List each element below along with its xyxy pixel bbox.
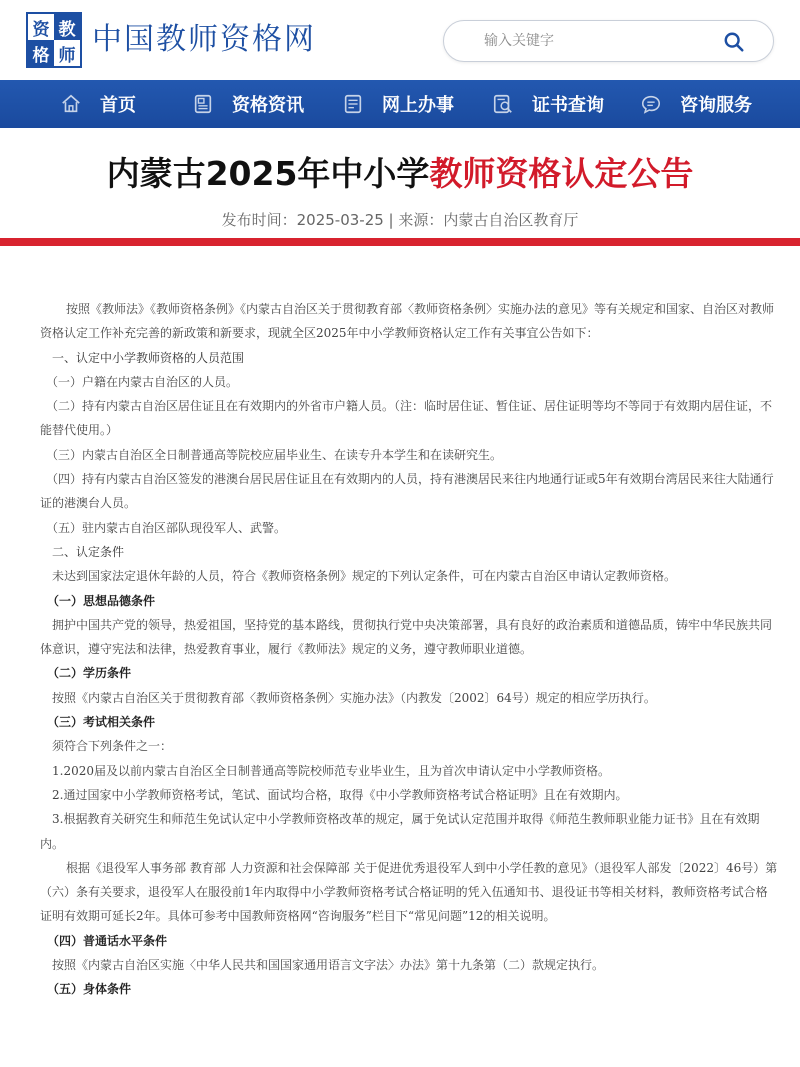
paragraph: 未达到国家法定退休年龄的人员，符合《教师资格条例》规定的下列认定条件，可在内蒙古自治区申请认定教师资格。 <box>40 569 677 584</box>
paragraph: （三）内蒙古自治区全日制普通高等院校应届毕业生、在读专升本学生和在读研究生。 <box>40 447 503 462</box>
main-nav <box>0 80 800 128</box>
paragraph: 按照《内蒙古自治区实施〈中华人民共和国国家通用语言文字法〉办法》第十九条第（二）款规定执行。 <box>40 958 605 973</box>
paragraph: 3.根据教育关研究生和师范生免试认定中小学教师资格改革的规定，属于免试认定范围并取得《师范生教师职业能力证书》且在有效期内。 <box>40 812 760 851</box>
nav-item-home[interactable] <box>60 80 136 128</box>
chat-icon <box>640 93 662 115</box>
form-icon <box>342 93 364 115</box>
paragraph: （一）户籍在内蒙古自治区的人员。 <box>40 374 239 389</box>
section-heading: 一、认定中小学教师资格的人员范围 <box>40 350 245 365</box>
paragraph: 2.通过国家中小学教师资格考试，笔试、面试均合格，取得《中小学教师资格考试合格证明》且在有效期内。 <box>40 787 628 802</box>
nav-item-certificate-query[interactable] <box>492 80 604 128</box>
section-heading: （一）思想品德条件 <box>47 593 156 608</box>
nav-item-label: 首页 <box>100 95 136 116</box>
nav-item-online-service[interactable] <box>342 80 454 128</box>
section-heading: （四）普通话水平条件 <box>47 933 168 948</box>
paragraph: 根据《退役军人事务部 教育部 人力资源和社会保障部 关于促进优秀退役军人到中小学任教的意见》（退役军人部发〔2022〕46号）第（六）条有关要求，退役军人在服役前1年内取得中小学教师资格考试合格证明的凭入伍通知书、退役证书等相关材料，教师资格考试合格证明有效期可延长2年。具体可参考中国教师资格网“咨询服务”栏目下“常见问题”12的相关说明。 <box>40 860 778 924</box>
paragraph: 按照《内蒙古自治区关于贯彻教育部〈教师资格条例〉实施办法》（内教发〔2002〕64号）规定的相应学历执行。 <box>40 690 656 705</box>
logo-char: 师 <box>58 45 76 66</box>
paragraph: 1.2020届及以前内蒙古自治区全日制普通高等院校师范专业毕业生，且为首次申请认定中小学教师资格。 <box>40 763 610 778</box>
search-icon[interactable] <box>723 31 745 53</box>
article-title-black: 内蒙古2025年中小学 <box>106 154 430 193</box>
nav-item-label: 证书查询 <box>532 95 604 116</box>
article-body <box>40 297 778 1002</box>
nav-item-label: 资格资讯 <box>232 95 304 116</box>
paragraph: （二）持有内蒙古自治区居住证且在有效期内的外省市户籍人员。（注：临时居住证、暂住证、居住证明等均不等同于有效期内居住证，不能替代使用。） <box>40 399 773 438</box>
site-name[interactable]: 中国教师资格网 <box>92 22 316 57</box>
section-heading: （三）考试相关条件 <box>47 715 156 730</box>
nav-item-consulting[interactable] <box>640 80 752 128</box>
news-icon <box>192 93 214 115</box>
section-heading: （二）学历条件 <box>47 666 132 681</box>
nav-item-label: 网上办事 <box>382 95 454 116</box>
logo-char: 教 <box>54 14 80 40</box>
article-title-red: 教师资格认定公告 <box>429 154 694 193</box>
site-logo[interactable] <box>26 12 82 68</box>
paragraph: （五）驻内蒙古自治区部队现役军人、武警。 <box>40 520 287 535</box>
logo-char: 资 <box>32 19 50 40</box>
title-divider <box>0 238 800 246</box>
article-meta: 发布时间：2025-03-25 | 来源：内蒙古自治区教育厅 <box>221 211 579 229</box>
search-input[interactable] <box>484 29 704 53</box>
section-heading: 二、认定条件 <box>40 544 125 559</box>
search-box <box>443 20 774 62</box>
site-header <box>0 0 800 80</box>
paragraph: （四）持有内蒙古自治区签发的港澳台居民居住证且在有效期内的人员，持有港澳居民来往内地通行证或5年有效期台湾居民来往大陆通行证的港澳台人员。 <box>40 472 774 511</box>
paragraph: 拥护中国共产党的领导，热爱祖国，坚持党的基本路线，贯彻执行党中央决策部署，具有良好的政治素质和道德品质，铸牢中华民族共同体意识，遵守宪法和法律，热爱教育事业，履行《教师法》规定的义务，遵守教师职业道德。 <box>40 617 773 657</box>
paragraph: 按照《教师法》《教师资格条例》《内蒙古自治区关于贯彻教育部〈教师资格条例〉实施办法的意见》等有关规定和国家、自治区对教师资格认定工作补充完善的新政策和新要求，现就全区2025年中小学教师资格认定工作有关事宜公告如下： <box>40 302 775 341</box>
logo-char: 格 <box>28 40 54 66</box>
paragraph: 须符合下列条件之一： <box>40 739 173 754</box>
section-heading: （五）身体条件 <box>47 982 132 997</box>
certificate-search-icon <box>492 93 514 115</box>
nav-item-label: 咨询服务 <box>680 95 752 116</box>
article-title <box>0 148 800 195</box>
nav-item-news[interactable] <box>192 80 304 128</box>
home-icon <box>60 93 82 115</box>
